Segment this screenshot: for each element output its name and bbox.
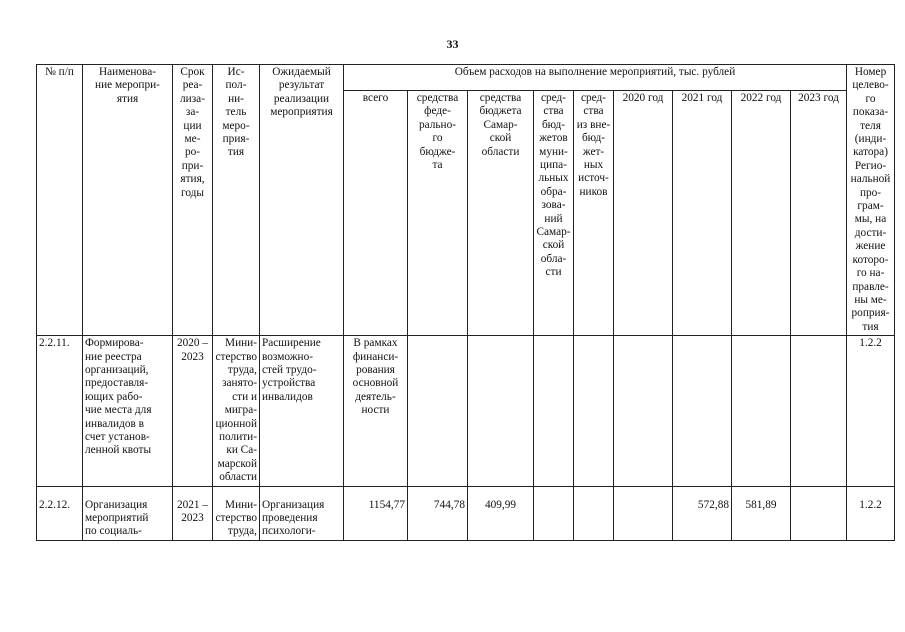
header-municipal: сред- ства бюд- жетов муни- ципа- льных обра- зова- ний Самар- ской обла- сти (534, 91, 574, 336)
header-federal: средства феде- рально- го бюдже- та (408, 91, 468, 336)
header-row-1 (37, 65, 895, 91)
row-name: Организация мероприятий по социаль- (83, 486, 173, 540)
row-2021 (673, 336, 732, 486)
header-2023: 2023 год (791, 91, 847, 336)
row-2022: 581,89 (732, 486, 791, 540)
row-name: Формирова- ние реестра организаций, предоставля- ющих рабо- чие места для инвалидов в счет установ- ленной квоты (83, 336, 173, 486)
row-regional: 409,99 (468, 486, 534, 540)
header-offbudget: сред- ства из вне- бюд- жет- ных источ- ников (574, 91, 614, 336)
row-2023 (791, 336, 847, 486)
header-expenses-group: Объем расходов на выполнение мероприятий, тыс. рублей (344, 65, 847, 91)
header-2022: 2022 год (732, 91, 791, 336)
row-2021: 572,88 (673, 486, 732, 540)
row-2020 (614, 336, 673, 486)
header-term: Срок реа- лиза- за- ции ме- ро- при- ятия, годы (173, 65, 213, 336)
row-executor: Мини- стерство труда, (213, 486, 260, 540)
row-term: 2021 – 2023 (173, 486, 213, 540)
row-federal (408, 336, 468, 486)
header-regional: средства бюджета Самар- ской области (468, 91, 534, 336)
page-number: 33 (446, 37, 459, 51)
row-total: 1154,77 (344, 486, 408, 540)
row-num: 2.2.11. (37, 336, 83, 486)
row-2023 (791, 486, 847, 540)
row-indicator: 1.2.2 (847, 486, 895, 540)
row-result: Организация проведения психологи- (260, 486, 344, 540)
table-row (37, 336, 895, 486)
table-row (37, 486, 895, 540)
row-municipal (534, 336, 574, 486)
row-indicator: 1.2.2 (847, 336, 895, 486)
row-executor: Мини- стерство труда, занято- сти и мигра- ционной полити- ки Са- марской области (213, 336, 260, 486)
measures-table (36, 64, 895, 541)
row-offbudget (574, 336, 614, 486)
row-offbudget (574, 486, 614, 540)
header-2021: 2021 год (673, 91, 732, 336)
row-municipal (534, 486, 574, 540)
header-result: Ожидаемый результат реализации мероприятия (260, 65, 344, 336)
row-2022 (732, 336, 791, 486)
row-term: 2020 – 2023 (173, 336, 213, 486)
header-executor: Ис- пол- ни- тель меро- прия- тия (213, 65, 260, 336)
row-result: Расширение возможно- стей трудо- устройства инвалидов (260, 336, 344, 486)
row-federal: 744,78 (408, 486, 468, 540)
header-indicator: Номер целево- го показа- теля (инди- катора) Регио- нальной про- грам- мы, на дости- жение которо- го на- правле- ны ме- роприя- тия (847, 65, 895, 336)
header-name: Наименова- ние меропри- ятия (83, 65, 173, 336)
header-total: всего (344, 91, 408, 336)
row-total: В рамках финанси- рования основной деятель- ности (344, 336, 408, 486)
header-2020: 2020 год (614, 91, 673, 336)
row-2020 (614, 486, 673, 540)
row-regional (468, 336, 534, 486)
row-num: 2.2.12. (37, 486, 83, 540)
header-num: № п/п (37, 65, 83, 336)
